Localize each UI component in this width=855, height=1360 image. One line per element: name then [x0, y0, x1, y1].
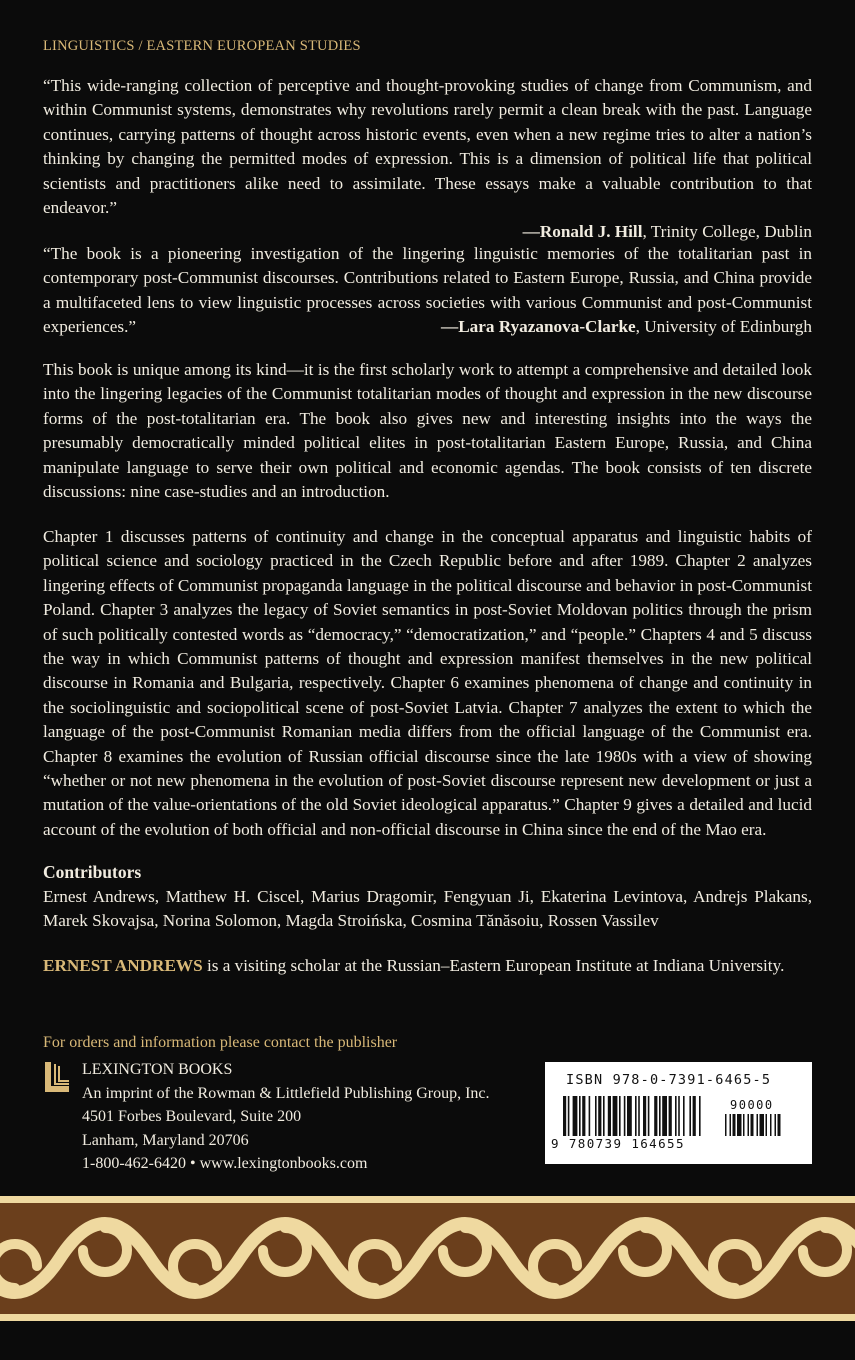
category-label: LINGUISTICS / EASTERN EUROPEAN STUDIES — [43, 38, 361, 54]
author-bio-text: is a visiting scholar at the Russian–Eastern European Institute at Indiana University. — [202, 956, 785, 975]
quote-text: “This wide-ranging collection of perceptive and thought-provoking studies of change from Communism, and within Communist systems, demonstrates why revolutions rarely permit a clean break with the past. Language continues, carrying patterns of thought across historic events, even when a new regime tries to alter a nation’s thinking by changing the permitted modes of expression. This is a dimension of political life that political scientists and practitioners alike need to assimilate. These essays make a valuable contribution to that endeavor.” — [43, 76, 812, 218]
contributors-list: Ernest Andrews, Matthew H. Ciscel, Marius Dragomir, Fengyuan Ji, Ekaterina Levintova, Andrejs Plakans, Marek Skovajsa, Norina Solomon, Magda Stroińska, Cosmina Tănăsoiu, Rossen Vassilev — [43, 887, 812, 931]
quote-attribution — [441, 315, 812, 339]
publisher-contact: 1-800-462-6420 • www.lexingtonbooks.com — [82, 1155, 368, 1172]
quote-author: —Ronald J. Hill — [522, 222, 643, 242]
publisher-info — [82, 1058, 490, 1176]
decorative-scroll-border — [0, 1192, 855, 1360]
publisher-address-2: Lanham, Maryland 20706 — [82, 1131, 249, 1149]
publisher-address-1: 4501 Forbes Boulevard, Suite 200 — [82, 1108, 302, 1125]
orders-line: For orders and information please contact the publisher — [43, 1034, 398, 1051]
isbn-barcode — [545, 1062, 812, 1164]
quote-author: —Lara Ryazanova-Clarke — [441, 317, 636, 337]
author-name: ERNEST ANDREWS — [43, 956, 203, 975]
contributors-heading: Contributors — [43, 862, 142, 882]
publisher-imprint: An imprint of the Rowman & Littlefield Publishing Group, Inc. — [82, 1084, 490, 1102]
quote-text: “The book is a pioneering investigation of the lingering linguistic memories of the totalitarian past in contemporary post-Communist discourses. Contributions related to Eastern Europe, Russia, and China provide a multifaceted lens to view linguistic processes across societies with various Communist and post-Communist experiences.” — [43, 244, 812, 337]
quote-affiliation: , Trinity College, Dublin — [642, 222, 812, 242]
endorsement-quote-2 — [43, 242, 812, 340]
isbn-number: ISBN 978-0-7391-6465-5 — [566, 1072, 772, 1088]
price-code: 90000 — [730, 1098, 774, 1112]
description-paragraph-1: This book is unique among its kind—it is the first scholarly work to attempt a comprehensive and detailed look into the lingering legacies of the Communist totalitarian modes of thought and expression in the new discourse forms of the post-totalitarian era. The book also gives new and interesting insights into the ways the presumably democratically minded political elites in post-totalitarian Eastern Europe, Russia, and China manipulate language to serve their own political and economic agendas. The book consists of ten discrete discussions: nine case-studies and an introduction. — [43, 360, 812, 502]
lexington-logo-icon — [43, 1058, 71, 1094]
publisher-name: LEXINGTON BOOKS — [82, 1061, 233, 1078]
endorsement-quote-1 — [43, 74, 812, 245]
author-bio — [43, 954, 812, 978]
barcode-digits: 9 780739 164655 — [551, 1136, 685, 1151]
quote-affiliation: , University of Edinburgh — [635, 317, 812, 337]
description-paragraph-2: Chapter 1 discusses patterns of continuity and change in the conceptual apparatus and linguistic habits of political science and sociology practiced in the Czech Republic before and after 1989. Chapter 2 analyzes lingering effects of Communist propaganda language in the political discourse and behavior in post-Communist Poland. Chapter 3 analyzes the legacy of Soviet semantics in post-Soviet Moldovan politics through the prism of such politically contested words as “democracy,” “democratization,” and “people.” Chapters 4 and 5 discuss the way in which Communist patterns of thought and expression manifest themselves in the new political discourse in Romania and Bulgaria, respectively. Chapter 6 examines phenomena of change and continuity in the sociolinguistic and sociopolitical scene of post-Soviet Latvia. Chapter 7 analyzes the extent to which the language of the post-Communist Romanian media differs from the official language of the Communist era. Chapter 8 examines the evolution of Russian official discourse since the late 1980s with a view of showing “whether or not new phenomena in the evolution of post-Soviet discourse represent new development or just a mutation of the value-orientations of the old Soviet ideological apparatus.” Chapter 9 gives a detailed and lucid account of the evolution of both official and non-official discourse in China since the end of the Mao era. — [43, 527, 812, 839]
